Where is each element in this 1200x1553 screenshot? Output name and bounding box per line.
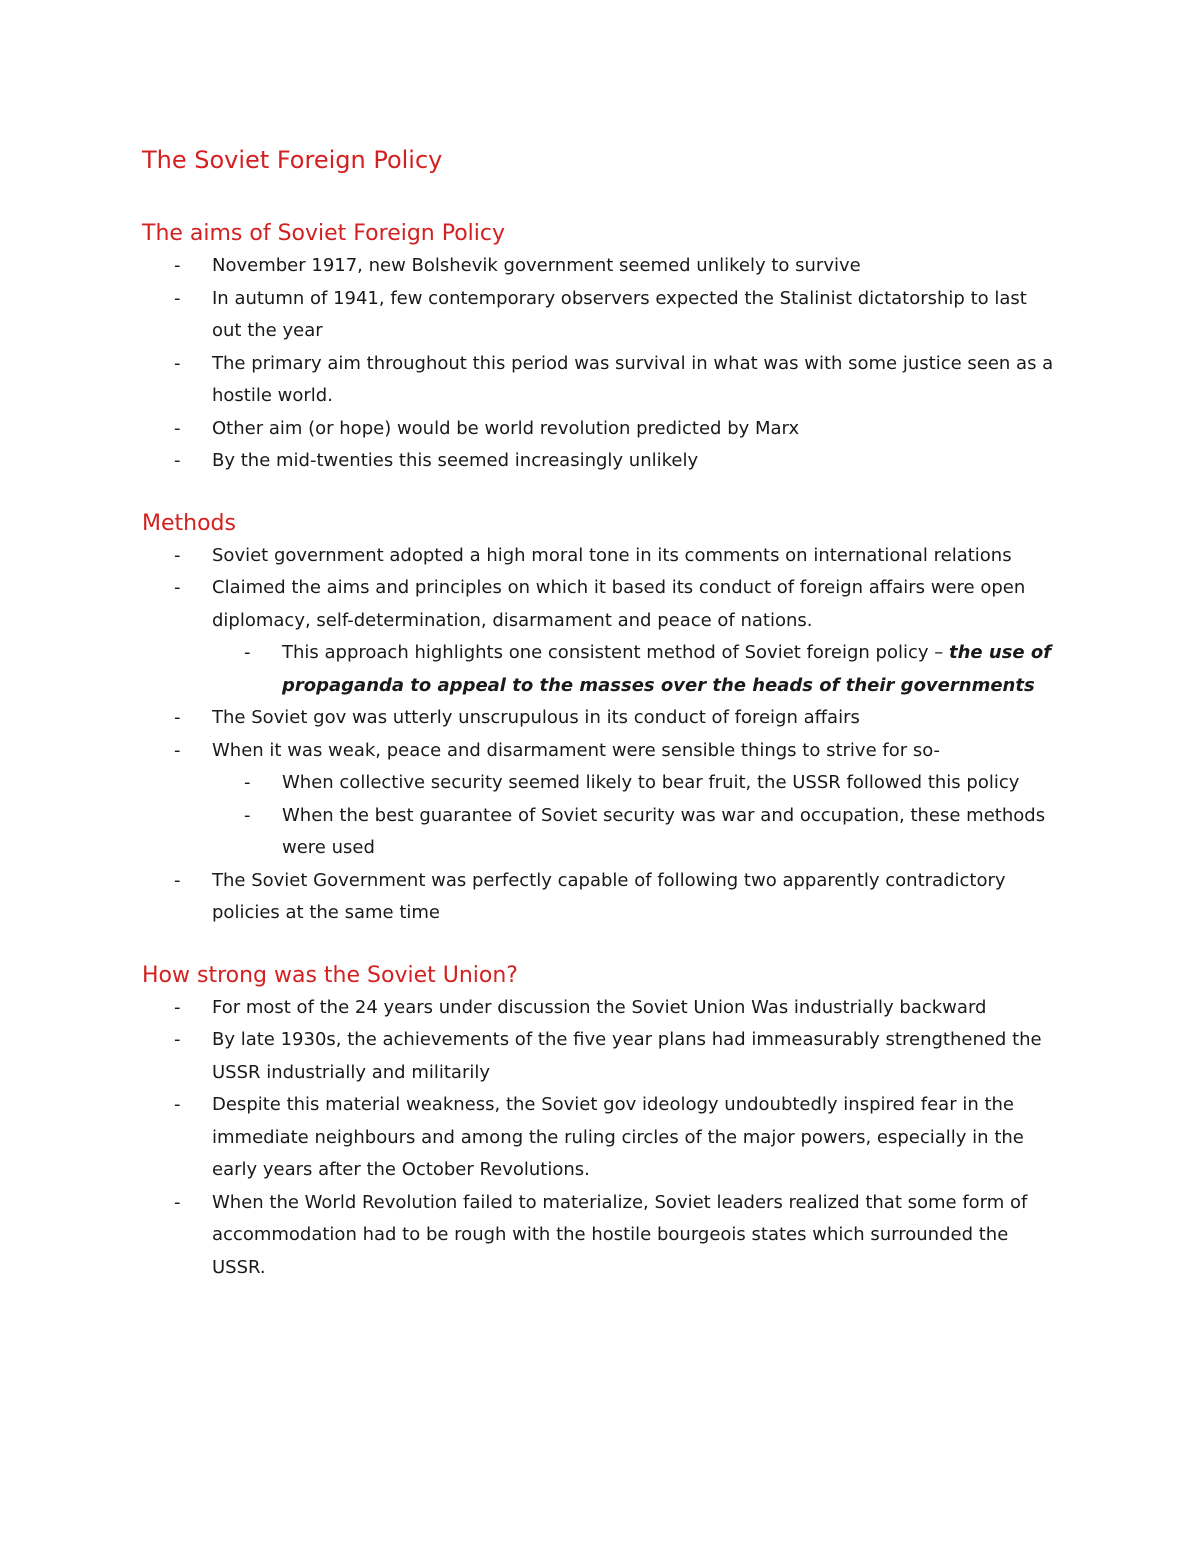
section-aims <box>142 218 1062 478</box>
dash-bullet: - <box>174 1094 181 1115</box>
sub-list-item <box>142 767 1062 800</box>
list-item <box>142 348 1062 413</box>
list-item <box>142 540 1062 573</box>
list-item <box>142 1024 1062 1089</box>
list-item-text: Despite this material weakness, the Soviet gov ideology undoubtedly inspired fear in the immediate neighbours and among the ruling circles of the major powers, especially in the early years after the October Revolutions. <box>212 1094 1024 1180</box>
dash-bullet: - <box>174 417 181 439</box>
bullet-list <box>142 992 1062 1285</box>
list-item-text: When it was weak, peace and disarmament were sensible things to strive for so- <box>212 739 941 761</box>
list-item-text: When the best guarantee of Soviet security was war and occupation, these methods were used <box>282 804 1046 858</box>
dash-bullet: - <box>174 739 181 761</box>
emphasized-text: the use of propaganda to appeal to the masses over the heads of their governments <box>282 642 1052 696</box>
dash-bullet: - <box>174 450 181 471</box>
list-item <box>142 865 1062 930</box>
list-item-text: In autumn of 1941, few contemporary observers expected the Stalinist dictatorship to last out the year <box>212 287 1027 341</box>
sub-list-item <box>142 800 1062 865</box>
dash-bullet: - <box>244 772 251 793</box>
list-item-text: The Soviet Government was perfectly capable of following two apparently contradictory policies at the same time <box>212 869 1006 923</box>
list-item <box>142 702 1062 735</box>
list-item-text: When collective security seemed likely to bear fruit, the USSR followed this policy <box>282 772 1020 793</box>
list-item <box>142 1187 1062 1285</box>
dash-bullet: - <box>174 352 181 374</box>
dash-bullet: - <box>174 1029 181 1050</box>
dash-bullet: - <box>174 544 181 566</box>
list-item-text: The Soviet gov was utterly unscrupulous in its conduct of foreign affairs <box>212 707 860 728</box>
dash-bullet: - <box>174 869 181 891</box>
list-item <box>142 283 1062 348</box>
section-heading: How strong was the Soviet Union? <box>142 962 518 988</box>
list-item <box>142 735 1062 768</box>
dash-bullet: - <box>244 642 251 663</box>
dash-bullet: - <box>174 577 181 598</box>
list-item <box>142 413 1062 446</box>
list-item <box>142 992 1062 1025</box>
dash-bullet: - <box>174 287 181 309</box>
list-item <box>142 445 1062 478</box>
dash-bullet: - <box>174 1191 181 1213</box>
list-item-text: When the World Revolution failed to materialize, Soviet leaders realized that some form of accommodation had to be rough with the hostile bourgeois states which surrounded the USSR. <box>212 1191 1028 1278</box>
bullet-list <box>142 540 1062 930</box>
document-title: The Soviet Foreign Policy <box>142 146 443 174</box>
list-item-text: Other aim (or hope) would be world revolution predicted by Marx <box>212 417 800 439</box>
list-item <box>142 250 1062 283</box>
list-item-text: By late 1930s, the achievements of the five year plans had immeasurably strengthened the USSR industrially and militarily <box>212 1029 1042 1083</box>
document-body <box>142 143 1062 1284</box>
section-methods <box>142 508 1062 930</box>
list-item-text: By the mid-twenties this seemed increasingly unlikely <box>212 450 699 471</box>
dash-bullet: - <box>174 255 181 276</box>
section-heading: The aims of Soviet Foreign Policy <box>142 221 506 246</box>
list-item <box>142 572 1062 637</box>
section-heading: Methods <box>142 510 236 536</box>
list-item-text: For most of the 24 years under discussion the Soviet Union Was industrially backward <box>212 996 987 1018</box>
list-item <box>142 1089 1062 1187</box>
dash-bullet: - <box>244 804 251 826</box>
list-item-text: This approach highlights one consistent method of Soviet foreign policy – <box>282 642 949 663</box>
list-item-text: The primary aim throughout this period was survival in what was with some justice seen as a hostile world. <box>212 352 1054 406</box>
dash-bullet: - <box>174 996 181 1018</box>
section-soviet-strength <box>142 960 1062 1285</box>
sub-list-item <box>142 637 1062 702</box>
list-item-text: Claimed the aims and principles on which it based its conduct of foreign affairs were open diplomacy, self-determination, disarmament and peace of nations. <box>212 577 1026 631</box>
list-item-text: Soviet government adopted a high moral tone in its comments on international relations <box>212 544 1012 566</box>
bullet-list <box>142 250 1062 478</box>
list-item-text: November 1917, new Bolshevik government seemed unlikely to survive <box>212 255 861 276</box>
dash-bullet: - <box>174 707 181 728</box>
